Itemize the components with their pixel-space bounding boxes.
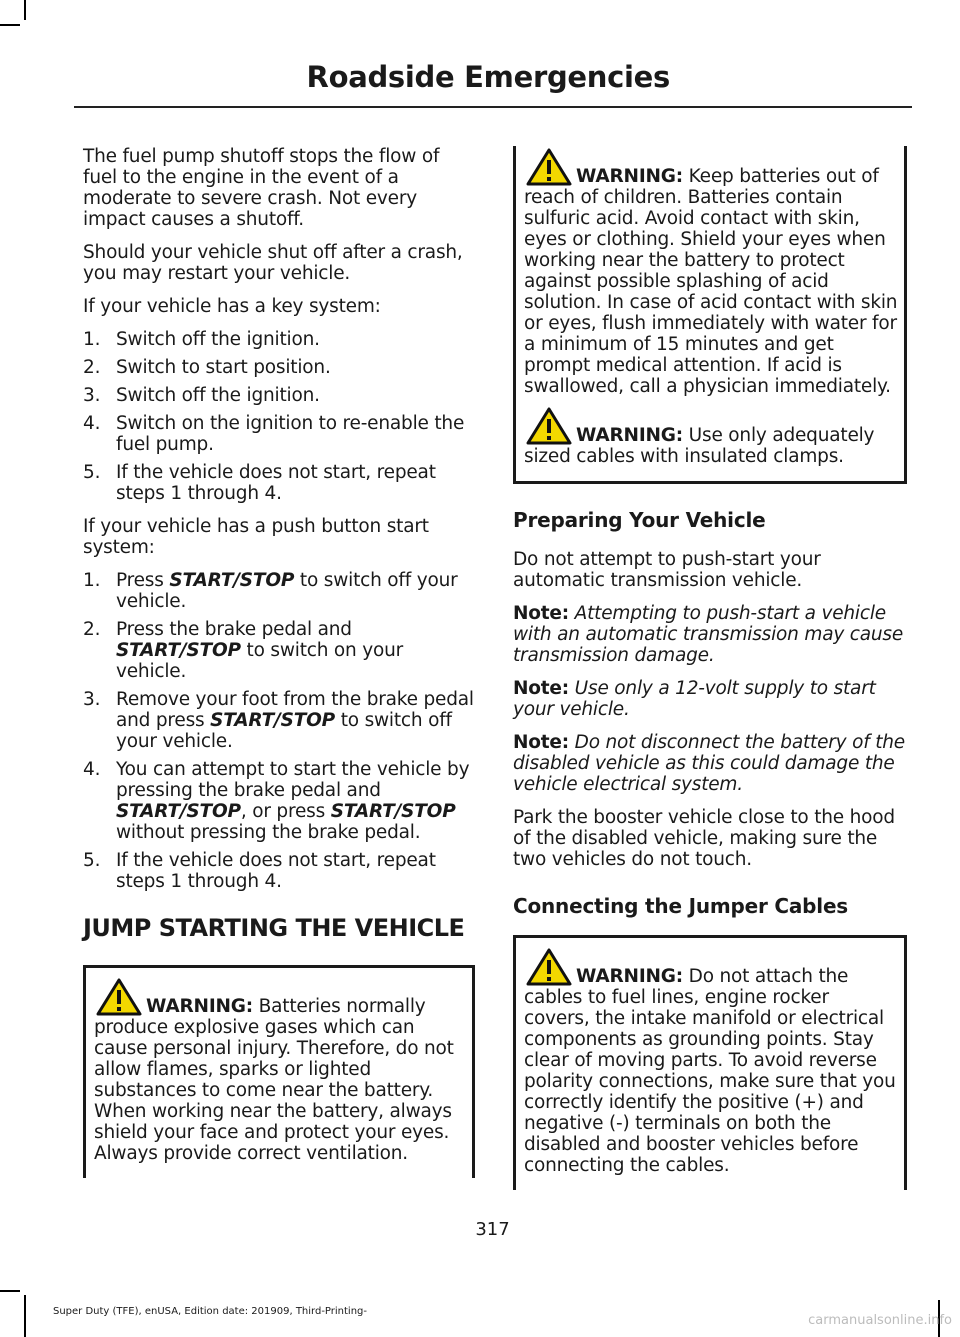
command-label: START/STOP [330,801,456,822]
warning-triangle-icon [526,407,572,445]
page-title: Roadside Emergencies [306,60,670,94]
warning-box [513,935,907,1190]
list-item: 2. Press the brake pedal and START/STOP to switch on your vehicle. [83,619,404,682]
left-column [83,146,475,1178]
warning-label: WARNING: [576,425,683,446]
crop-mark [24,0,26,20]
crop-mark [24,1295,26,1337]
paragraph: Park the booster vehicle close to the hood of the disabled vehicle, making sure the two vehicles do not touch. [513,807,895,870]
command-label: START/STOP [116,801,241,822]
list-item: 3. Remove your foot from the brake pedal and press START/STOP to switch off your vehicle. [83,689,474,752]
command-label: START/STOP [116,640,241,661]
list-item: 3. Switch off the ignition. [83,385,320,406]
warning-triangle-icon [526,948,572,986]
warning-box [513,146,907,484]
note: Note: Do not disconnect the battery of the disabled vehicle as this could damage the vehicle electrical system. [513,732,905,795]
subsection-title: Connecting the Jumper Cables [513,894,849,918]
warning: WARNING: Keep batteries out of reach of children. Batteries contain sulfuric acid. Avoid contact with skin, eyes or clothing. Shield your eyes when working near the battery to protect against possible splashing of acid solution. In case of acid contact with skin or eyes, flush immediately with water for a minimum of 15 minutes and get prompt medical attention. If acid is swallowed, call a physician immediately. [524,148,898,397]
list-item: 1. Switch off the ignition. [83,329,320,350]
command-label: START/STOP [210,710,336,731]
note: Note: Attempting to push-start a vehicle with an automatic transmission may cause transmission damage. [513,603,904,666]
paragraph: Should your vehicle shut off after a crash, you may restart your vehicle. [83,242,463,284]
list-item: 2. Switch to start position. [83,357,331,378]
section-title: JUMP STARTING THE VEHICLE [83,914,465,942]
list-item: 4. Switch on the ignition to re-enable the fuel pump. [83,413,465,455]
command-label: START/STOP [169,570,295,591]
warning: WARNING: Do not attach the cables to fuel lines, engine rocker covers, the intake manifold or electrical components as grounding points. Stay clear of moving parts. To avoid reverse polarity connections, make sure that you correctly identify the positive (+) and negative (-) terminals on both the disabled and booster vehicles before connecting the cables. [524,948,898,1176]
note: Note: Use only a 12-volt supply to start your vehicle. [513,678,876,720]
list-item: 5. If the vehicle does not start, repeat steps 1 through 4. [83,850,436,892]
paragraph: If your vehicle has a key system: [83,296,381,317]
warning-label: WARNING: [576,166,683,187]
page-number: 317 [475,1219,510,1240]
warning-triangle-icon [526,148,572,186]
paragraph: If your vehicle has a push button start system: [83,516,429,558]
crop-mark [0,24,20,26]
push-button-steps [83,570,475,892]
header-divider [74,106,912,108]
warning-label: WARNING: [576,966,683,987]
list-item: 1. Press START/STOP to switch off your vehicle. [83,570,458,612]
list-item: 5. If the vehicle does not start, repeat steps 1 through 4. [83,462,436,504]
footer-edition: Super Duty (TFE), enUSA, Edition date: 201909, Third-Printing- [53,1306,368,1317]
crop-mark [0,1290,20,1292]
warning-box [83,965,475,1178]
key-system-steps [83,329,475,504]
warning: WARNING: Use only adequately sized cables with insulated clamps. [524,407,898,467]
watermark: carmanualsonline.info [808,1313,952,1328]
subsection-title: Preparing Your Vehicle [513,508,766,532]
paragraph: The fuel pump shutoff stops the flow of fuel to the engine in the event of a moderate to severe crash. Not every impact causes a shutoff. [83,146,440,230]
warning: WARNING: Batteries normally produce explosive gases which can cause personal injury. Therefore, do not allow flames, sparks or lighted substances to come near the battery. When working near the battery, always shield your face and protect your eyes. Always provide correct ventilation. [94,978,466,1164]
paragraph: Do not attempt to push-start your automatic transmission vehicle. [513,549,821,591]
list-item: 4. You can attempt to start the vehicle by pressing the brake pedal and START/STOP, or press START/STOP without pressing the brake pedal. [83,759,470,843]
warning-triangle-icon [96,978,142,1016]
right-column [513,146,907,1190]
warning-label: WARNING: [146,996,253,1017]
